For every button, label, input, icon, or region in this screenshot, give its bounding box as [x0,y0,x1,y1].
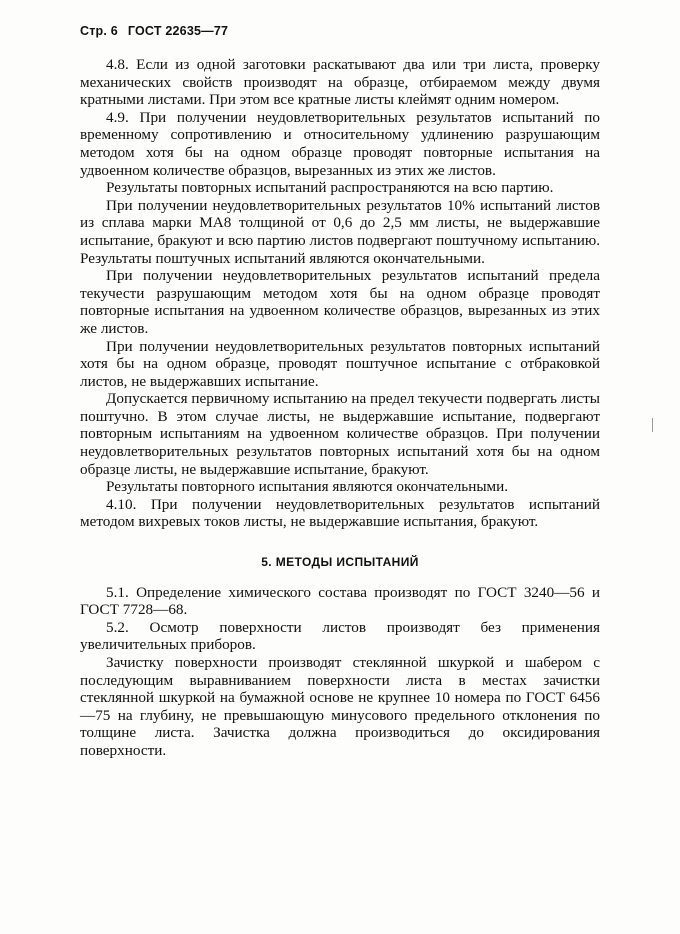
paragraph-5-2: 5.2. Осмотр поверхности листов производят без применения увеличительных приборов. [80,618,600,654]
paragraph-4-10: 4.10. При получении неудовлетворительных результатов испытаний методом вихревых токов листы, не выдержавшие испытания, бракуют. [80,495,600,531]
paragraph-primary-testing: Допускается первичному испытанию на предел текучести подвергать листы поштучно. В этом случае листы, не выдержавшие испытание, подвергают повторным испытаниям на удвоенном количестве образцов. При получении неудовлетворительных результатов повторных испытаний хотя бы на одном образце листы, не выдержавшие испытание, бракуют. [80,390,601,478]
paragraph-5-1: 5.1. Определение химического состава производят по ГОСТ 3240—56 и ГОСТ 7728—68. [80,583,600,619]
paragraph-final-results: Результаты повторного испытания являются окончательными. [106,478,509,496]
standard-code: ГОСТ 22635—77 [127,24,229,38]
paragraph-4-8: 4.8. Если из одной заготовки раскатывают два или три листа, проверку механических свойств производят на образце, отбираемом между двумя кратными листами. При этом все кратные листы клеймят одним номером. [80,56,600,109]
paragraph-4-9: 4.9. При получении неудовлетворительных результатов испытаний по временному сопротивлению и относительному удлинению разрушающим методом хотя бы на одном образце проводят повторные испытания на удвоенном количестве образцов, вырезанных из этих же листов. [80,108,600,179]
paragraph-yield-strength: При получении неудовлетворительных результатов испытаний предела текучести разрушающим методом хотя бы на одном образце проводят повторные испытания на удвоенном количестве образцов, вырезанных из этих же листов. [80,267,600,337]
section-heading: 5. МЕТОДЫ ИСПЫТАНИЙ [261,555,419,570]
paragraph-retest-scope: Результаты повторных испытаний распространяются на всю партию. [106,179,554,197]
document-body [80,56,600,760]
paragraph-repeat-failure: При получении неудовлетворительных результатов повторных испытаний хотя бы на одном образце, проводят поштучное испытание с отбраковкой листов, не выдержавших испытание. [80,337,600,390]
page-header [80,24,228,38]
scan-margin-mark [652,418,653,432]
paragraph-ma8-sheets: При получении неудовлетворительных результатов 10% испытаний листов из сплава марки МА8 толщиной от 0,6 до 2,5 мм листы, не выдержавшие испытание, бракуют и всю партию листов подвергают поштучному испытанию. Результаты поштучных испытаний являются окончательными. [80,196,600,267]
page-number-label: Стр. 6 [80,24,118,38]
paragraph-surface-cleaning: Зачистку поверхности производят стеклянной шкуркой и шабером с последующим выравниванием поверхности листа в местах зачистки стеклянной шкуркой на бумажной основе не крупнее 10 номера по ГОСТ 6456—75 на глубину, не превышающую минусового предельного отклонения по толщине листа. Зачистка должна производиться до оксидирования поверхности. [80,654,600,759]
